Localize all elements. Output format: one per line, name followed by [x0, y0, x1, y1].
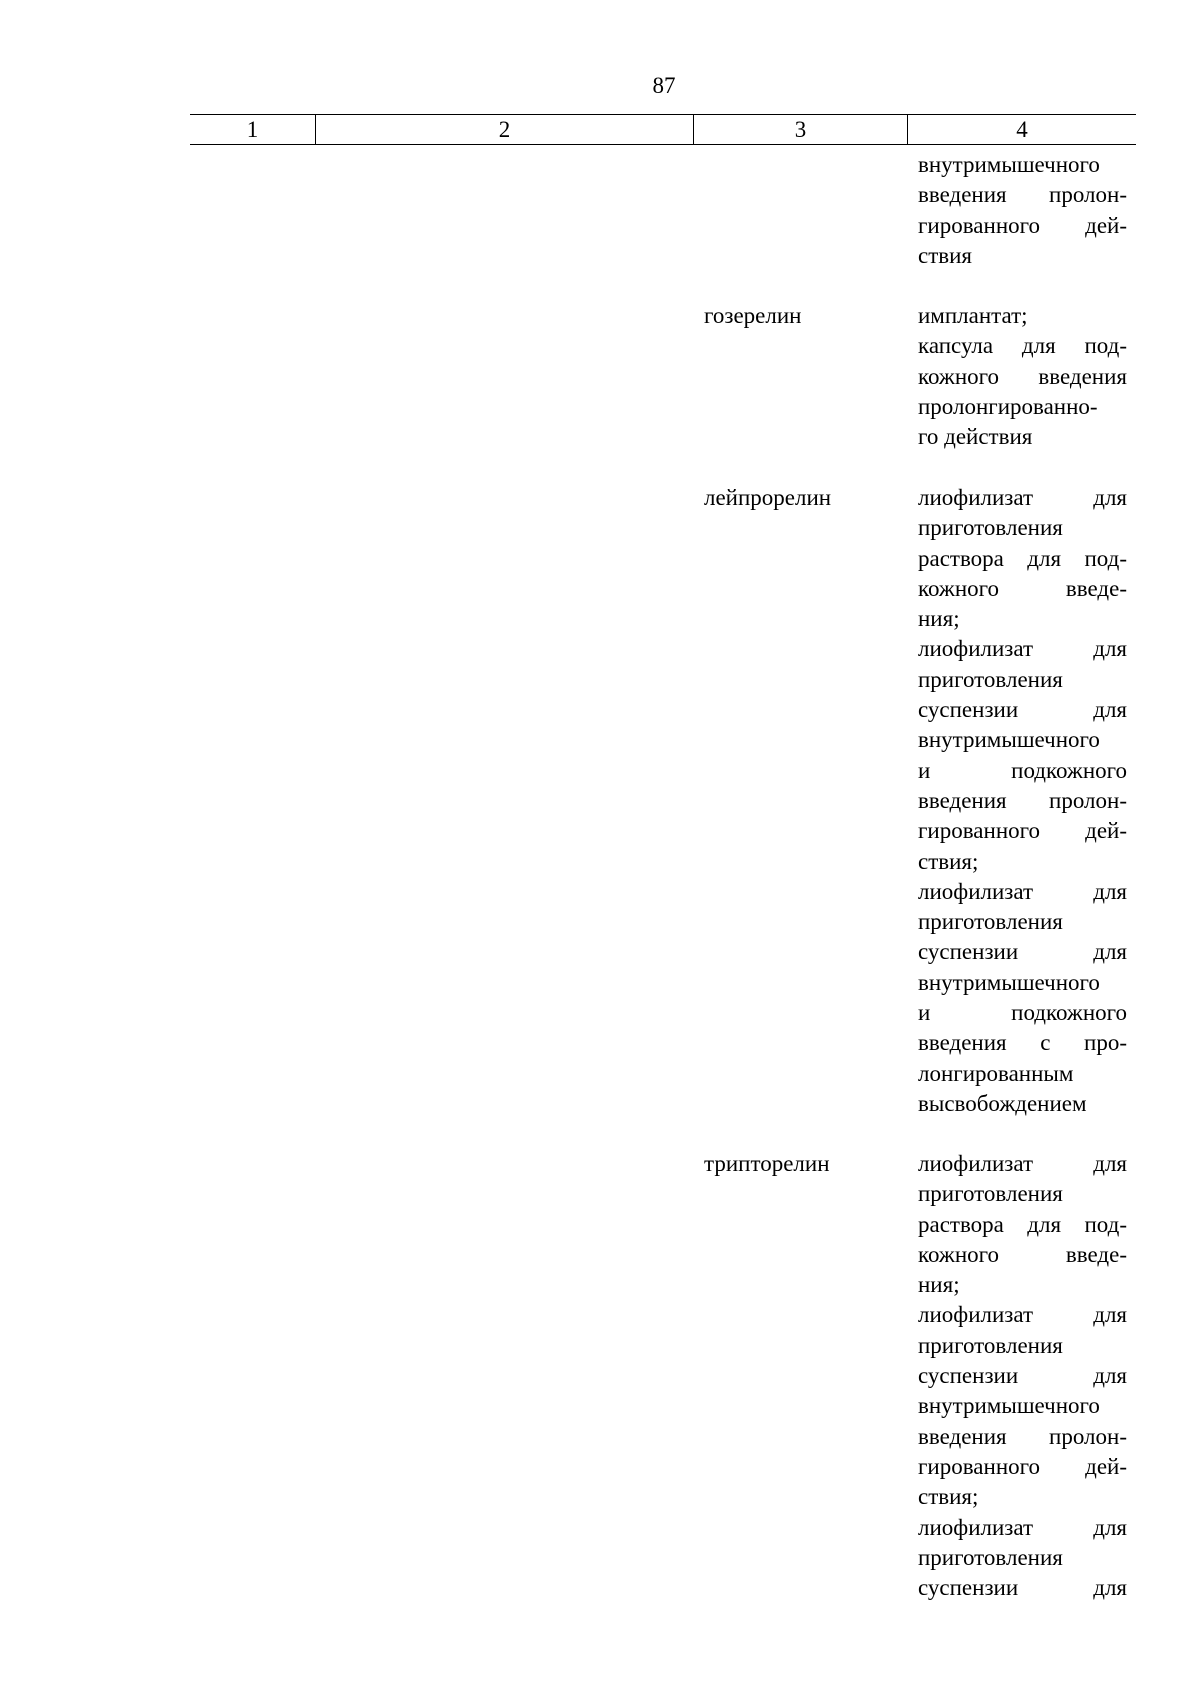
dosage-form-line: кожного введе- [918, 575, 1127, 601]
dosage-form-line: гированного дей- [918, 1453, 1127, 1479]
dosage-forms [918, 1149, 1127, 1603]
dosage-form-line: пролонгированно- [918, 393, 1098, 419]
dosage-form-line: внутримышечного [918, 152, 1100, 177]
dosage-forms [918, 483, 1127, 1119]
dosage-form-line: внутримышечного [918, 969, 1100, 995]
dosage-form-line: внутримышечного [918, 727, 1100, 753]
dosage-form-line: лиофилизат для [918, 1514, 1127, 1540]
header-col-2: 2 [315, 115, 693, 144]
dosage-form-line: кожного введе- [918, 1241, 1127, 1267]
dosage-form-line: введения пролон- [918, 1423, 1127, 1449]
dosage-form-line: ствия; [918, 1484, 979, 1510]
dosage-forms [918, 150, 1127, 271]
dosage-form-line: ния; [918, 606, 960, 632]
dosage-form-line: го действия [918, 424, 1033, 450]
dosage-form-line: суспензии для [918, 939, 1127, 965]
dosage-form-line: капсула для под- [918, 333, 1127, 359]
dosage-form-line: кожного введения [918, 363, 1127, 389]
dosage-form-line: приготовления [918, 1332, 1063, 1358]
dosage-form-line: введения с про- [918, 1030, 1127, 1056]
dosage-form-line: раствора для под- [918, 545, 1127, 571]
dosage-form-line: приготовления [918, 909, 1063, 935]
dosage-form-line: лиофилизат для [918, 636, 1127, 662]
dosage-form-line: и подкожного [918, 757, 1127, 783]
table-header [190, 114, 1136, 145]
dosage-form-line: суспензии для [918, 1363, 1127, 1389]
dosage-form-line: лиофилизат для [918, 1302, 1127, 1328]
dosage-form-line: суспензии для [918, 697, 1127, 723]
header-col-3: 3 [693, 115, 907, 144]
dosage-form-line: приготовления [918, 1181, 1063, 1207]
dosage-form-line: гированного дей- [918, 212, 1127, 238]
drug-name: лейпрорелин [704, 485, 832, 510]
dosage-form-line: лиофилизат для [918, 1151, 1127, 1176]
dosage-form-line: приготовления [918, 1544, 1063, 1570]
dosage-form-line: и подкожного [918, 1000, 1127, 1026]
dosage-form-line: приготовления [918, 515, 1063, 541]
dosage-form-line: суспензии для [918, 1575, 1127, 1601]
dosage-form-line: лиофилизат для [918, 878, 1127, 904]
header-col-4: 4 [907, 115, 1136, 144]
dosage-form-line: имплантат; [918, 303, 1028, 328]
dosage-form-line: ния; [918, 1272, 960, 1298]
dosage-form-line: приготовления [918, 666, 1063, 692]
dosage-form-line: ствия; [918, 848, 979, 874]
dosage-form-line: лиофилизат для [918, 485, 1127, 510]
dosage-form-line: введения пролон- [918, 182, 1127, 208]
dosage-form-line: раствора для под- [918, 1211, 1127, 1237]
dosage-form-line: гированного дей- [918, 818, 1127, 844]
dosage-form-line: ствия [918, 242, 973, 268]
dosage-forms [918, 301, 1127, 452]
dosage-form-line: лонгированным [918, 1060, 1074, 1086]
dosage-form-line: внутримышечного [918, 1393, 1100, 1419]
dosage-form-line: введения пролон- [918, 787, 1127, 813]
header-col-1: 1 [246, 117, 259, 142]
drug-name: трипторелин [704, 1151, 830, 1176]
drug-name: гозерелин [704, 303, 802, 328]
dosage-form-line: высвобождением [918, 1090, 1087, 1116]
page-number: 87 [652, 73, 676, 98]
